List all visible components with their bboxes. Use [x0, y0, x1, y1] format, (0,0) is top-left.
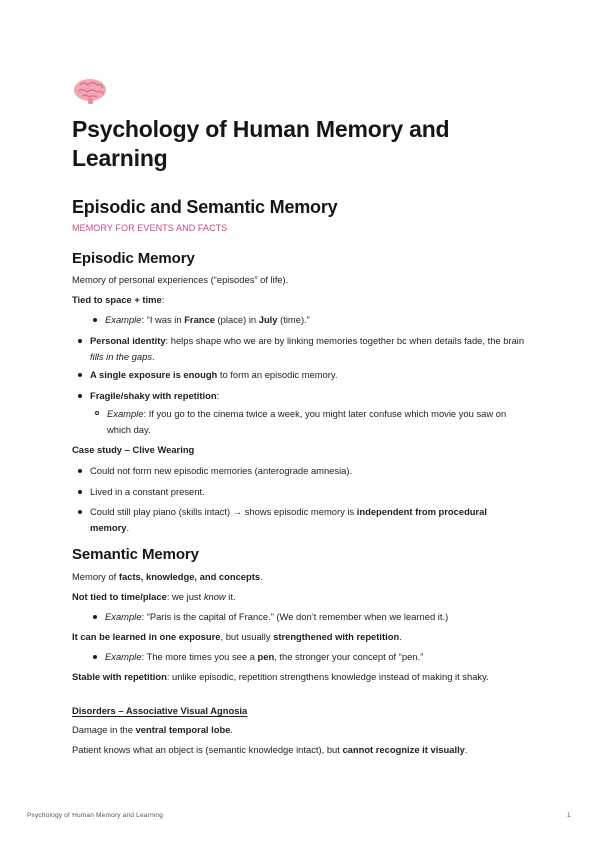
bullet	[93, 318, 97, 322]
list-item: Example: “Paris is the capital of France.” (We don’t remember when we learned it.)	[105, 609, 528, 625]
list-item: Fragile/shaky with repetition:	[90, 388, 528, 404]
bullet	[78, 510, 82, 514]
brain-icon	[72, 75, 108, 105]
episodic-tied: Tied to space + time:	[72, 294, 165, 305]
list-item: Example: The more times you see a pen, the stronger your concept of “pen.”	[105, 649, 528, 665]
semantic-learned: It can be learned in one exposure, but usually strengthened with repetition.	[72, 631, 402, 642]
section-title: Episodic and Semantic Memory	[72, 197, 338, 217]
semantic-heading: Semantic Memory	[72, 546, 199, 563]
footer-title: Psychology of Human Memory and Learning	[27, 812, 164, 819]
disorders-title: Disorders – Associative Visual Agnosia	[72, 705, 248, 716]
bullet	[78, 469, 82, 473]
list-item: Example: “I was in France (place) in July (time).”	[105, 312, 528, 328]
page-number: 1	[567, 812, 571, 819]
bullet	[78, 394, 82, 398]
section-subtitle: MEMORY FOR EVENTS AND FACTS	[72, 223, 228, 233]
damage-text: Damage in the ventral temporal lobe.	[72, 724, 234, 735]
bullet	[95, 411, 99, 415]
bullet	[78, 373, 82, 377]
episodic-heading: Episodic Memory	[72, 250, 195, 267]
semantic-stable: Stable with repetition: unlike episodic, repetition strengthens knowledge instead of making it shaky.	[72, 671, 489, 682]
list-item: Example: If you go to the cinema twice a week, you might later confuse which movie you saw on which day.	[107, 406, 528, 437]
list-item: A single exposure is enough to form an episodic memory.	[90, 367, 528, 383]
case-study-title: Case study – Clive Wearing	[72, 444, 195, 455]
list-item: Could not form new episodic memories (anterograde amnesia).	[90, 463, 528, 479]
list-item: Lived in a constant present.	[90, 484, 528, 500]
patient-text: Patient knows what an object is (semantic knowledge intact), but cannot recognize it visually.	[72, 744, 468, 755]
page-title: Psychology of Human Memory and Learning	[72, 116, 450, 171]
list-item: Personal identity: helps shape who we are by linking memories together bc when details fade, the brain fills in the gaps.	[90, 333, 528, 364]
bullet	[93, 615, 97, 619]
list-item: Could still play piano (skills intact) → shows episodic memory is independent from procedural memory.	[90, 504, 528, 535]
bullet	[78, 490, 82, 494]
bullet	[78, 339, 82, 343]
semantic-not-tied: Not tied to time/place: we just know it.	[72, 591, 236, 602]
semantic-intro: Memory of facts, knowledge, and concepts.	[72, 571, 263, 582]
episodic-intro: Memory of personal experiences (“episodes” of life).	[72, 274, 289, 285]
bullet	[93, 655, 97, 659]
